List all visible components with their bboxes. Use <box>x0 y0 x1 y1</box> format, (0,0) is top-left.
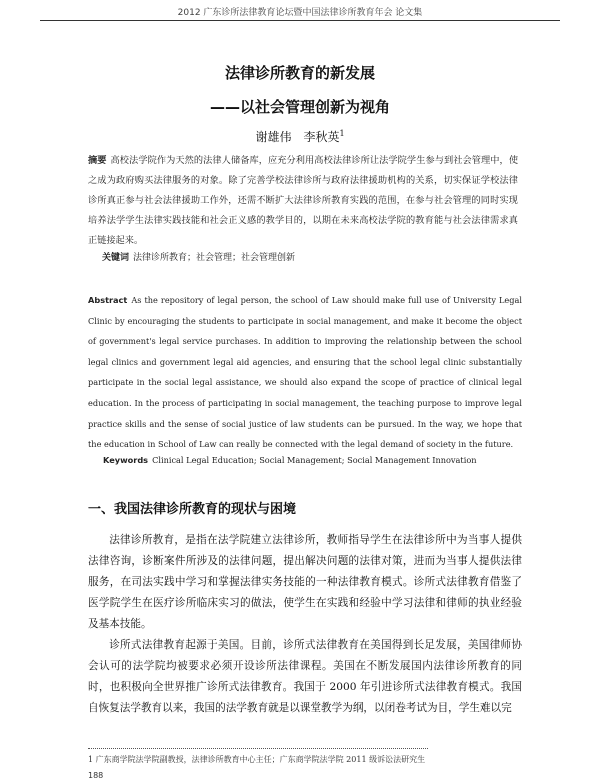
page-number: 188 <box>88 771 104 780</box>
abstract-chinese <box>88 151 518 251</box>
section-heading: 一、我国法律诊所教育的现状与困境 <box>88 502 297 517</box>
abstract-en-text: As the repository of legal person, the school of Law should make full use of University Legal Clinic by encouraging the students to participate in social management, and make it become the object of government's legal service purchases. In addition to improving the relationship between the school legal clinics and government legal aid agencies, and ensuring that the school legal clinic substantially participate in the social legal assistance, we should also expand the scope of practice of clinical legal education. In the process of participating in social management, the teaching purpose to improve legal practice skills and the sense of social justice of law students can be pursued. In the way, we hope that the education in School of Law can really be connected with the legal demand of society in the future. <box>88 295 522 450</box>
running-header <box>40 6 560 21</box>
footnote-divider <box>88 748 428 749</box>
paper-subtitle: ——以社会管理创新为视角 <box>209 98 390 116</box>
keywords-cn-text: 法律诊所教育；社会管理；社会管理创新 <box>133 253 296 263</box>
keywords-cn-label: 关键词 <box>102 253 130 263</box>
author-names: 谢雄伟 李秋英 <box>255 130 340 144</box>
author-footnote-mark: 1 <box>339 129 345 138</box>
keywords-en-text: Clinical Legal Education; Social Management; Social Management Innovation <box>152 455 477 465</box>
keywords-english <box>103 455 523 465</box>
paper-title: 法律诊所教育的新发展 <box>224 64 375 82</box>
keywords-chinese <box>102 250 522 263</box>
abstract-cn-text: 高校法学院作为天然的法律人储备库，应充分利用高校法律诊所让法学院学生参与到社会管理中，使之成为政府购买法律服务的对象。除了完善学校法律诊所与政府法律援助机构的关系，切实保证学校法律诊所真正参与社会法律援助工作外，还需不断扩大法律诊所教育实践的范围，在参与社会管理的同时实现培养法学学生法律实践技能和社会正义感的教学目的，以期在未来高校法学院的教育能与社会法律需求真正链接起来。 <box>88 155 519 246</box>
abstract-en-label: Abstract <box>88 295 128 305</box>
footnote: 1 广东商学院法学院副教授，法律诊所教育中心主任；广东商学院法学院 2011 级诉讼法研究生 <box>88 755 426 764</box>
abstract-cn-label: 摘要 <box>88 155 107 166</box>
abstract-english <box>88 290 522 455</box>
body-paragraph-1: 法律诊所教育，是指在法学院建立法律诊所，教师指导学生在法律诊所中为当事人提供法律咨询，诊断案件所涉及的法律问题，提出解决问题的法律对策，进而为当事人提供法律服务，在司法实践中学习和掌握法律实务技能的一种法律教育模式。诊所式法律教育借鉴了医学院学生在医疗诊所临床实习的做法，使学生在实践和经验中学习法律和律师的执业经验及基本技能。 <box>88 534 522 630</box>
authors-line <box>0 128 600 145</box>
body-paragraph-2: 诊所式法律教育起源于美国。目前，诊所式法律教育在美国得到长足发展，美国律师协会认可的法学院均被要求必须开设诊所法律课程。美国在不断发展国内法律诊所教育的同时，也积极向全世界推广诊所式法律教育。我国于 2000 年引进诊所式法律教育模式。我国自恢复法学教育以来，我国的法学教育就是以课堂教学为纲，以闭卷考试为目，学生难以完 <box>88 639 522 714</box>
running-title: 2012 广东诊所法律教育论坛暨中国法律诊所教育年会 论文集 <box>177 8 423 18</box>
keywords-en-label: Keywords <box>103 455 149 465</box>
body-text <box>88 530 522 719</box>
